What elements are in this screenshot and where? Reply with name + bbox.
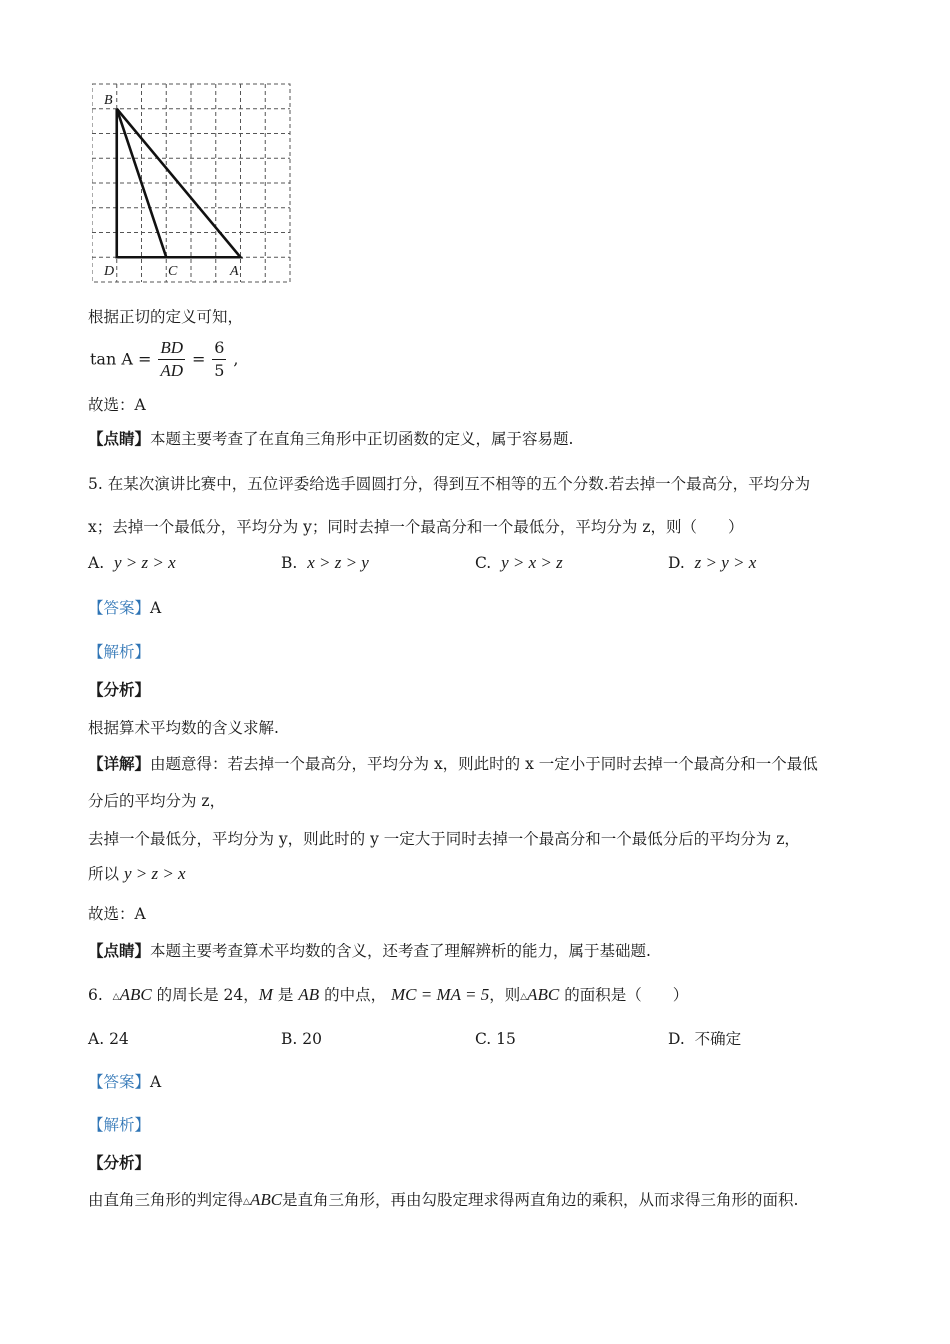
q5-fenxi-tag: 【分析】	[88, 680, 151, 699]
q6-option-b: B. 20	[281, 1030, 322, 1048]
q5-review: 【点睛】本题主要考查算术平均数的含义，还考查了理解辨析的能力，属于基础题.	[88, 941, 651, 960]
q5-option-c: C. y > x > z	[475, 553, 563, 572]
q6-analysis-tag: 【解析】	[88, 1116, 151, 1134]
q5-detail-line2: 分后的平均分为 z，	[88, 792, 226, 810]
q6-fenxi: 由直角三角形的判定得△ABC是直角三角形，再由勾股定理求得两直角边的乘积，从而求得三角形的面积.	[88, 1190, 799, 1209]
label-a: A	[230, 264, 239, 279]
prev-choice: 故选：A	[88, 396, 146, 414]
review-tag: 【点睛】	[88, 429, 151, 448]
q5-stem-line1: 5. 在某次演讲比赛中，五位评委给选手圆圆打分，得到互不相等的五个分数.若去掉一个最高分，平均分为	[88, 475, 811, 493]
fraction-bd-ad: $\frac{BD}{AD}$	[160, 338, 184, 380]
q5-option-a: A. y > z > x	[88, 553, 176, 572]
q6-option-c: C. 15	[475, 1030, 516, 1048]
q5-option-b: B. x > z > y	[281, 553, 369, 572]
q5-choice: 故选：A	[88, 905, 146, 923]
triangle-grid-figure	[92, 82, 294, 288]
prev-review	[88, 428, 573, 450]
q5-detail-line3: 去掉一个最低分，平均分为 y，则此时的 y 一定大于同时去掉一个最高分和一个最低分后的平均分为 z，	[88, 830, 800, 848]
formula-lhs: tan A =	[90, 349, 152, 369]
label-b: B	[104, 93, 113, 108]
q6-option-a: A. 24	[88, 1030, 129, 1048]
fraction-6-5: $\frac{6}{5}$	[214, 338, 225, 380]
label-c: C	[168, 264, 178, 279]
q6-stem: 6. △ABC 的周长是 24，M 是 AB 的中点， MC = MA = 5，则△ABC 的面积是（ ）	[88, 985, 689, 1004]
detail-tag: 【详解】	[88, 754, 151, 773]
tan-formula: tan A = $\frac{BD}{AD}$ = $\frac{6}{5}$ ,	[90, 338, 239, 380]
q6-fenxi-tag: 【分析】	[88, 1153, 151, 1172]
q5-stem-line2: x；去掉一个最低分，平均分为 y；同时去掉一个最高分和一个最低分，平均分为 z，则（ ）	[88, 518, 744, 536]
answer-tag: 【答案】	[88, 599, 151, 617]
q6-option-d: D. 不确定	[668, 1030, 742, 1048]
q5-detail-line4: 所以 y > z > x	[88, 864, 186, 883]
q5-fenxi: 根据算术平均数的含义求解.	[88, 719, 279, 737]
q5-option-d: D. z > y > x	[668, 553, 757, 572]
q5-analysis-tag: 【解析】	[88, 643, 151, 661]
q5-detail-line1: 【详解】由题意得：若去掉一个最高分，平均分为 x，则此时的 x 一定小于同时去掉一个最高分和一个最低	[88, 754, 818, 773]
prev-paragraph: 根据正切的定义可知，	[88, 308, 244, 326]
q5-answer: 【答案】A	[88, 599, 162, 617]
label-d: D	[104, 264, 115, 279]
review-text: 本题主要考查了在直角三角形中正切函数的定义，属于容易题.	[150, 430, 574, 448]
q6-answer: 【答案】A	[88, 1073, 162, 1091]
